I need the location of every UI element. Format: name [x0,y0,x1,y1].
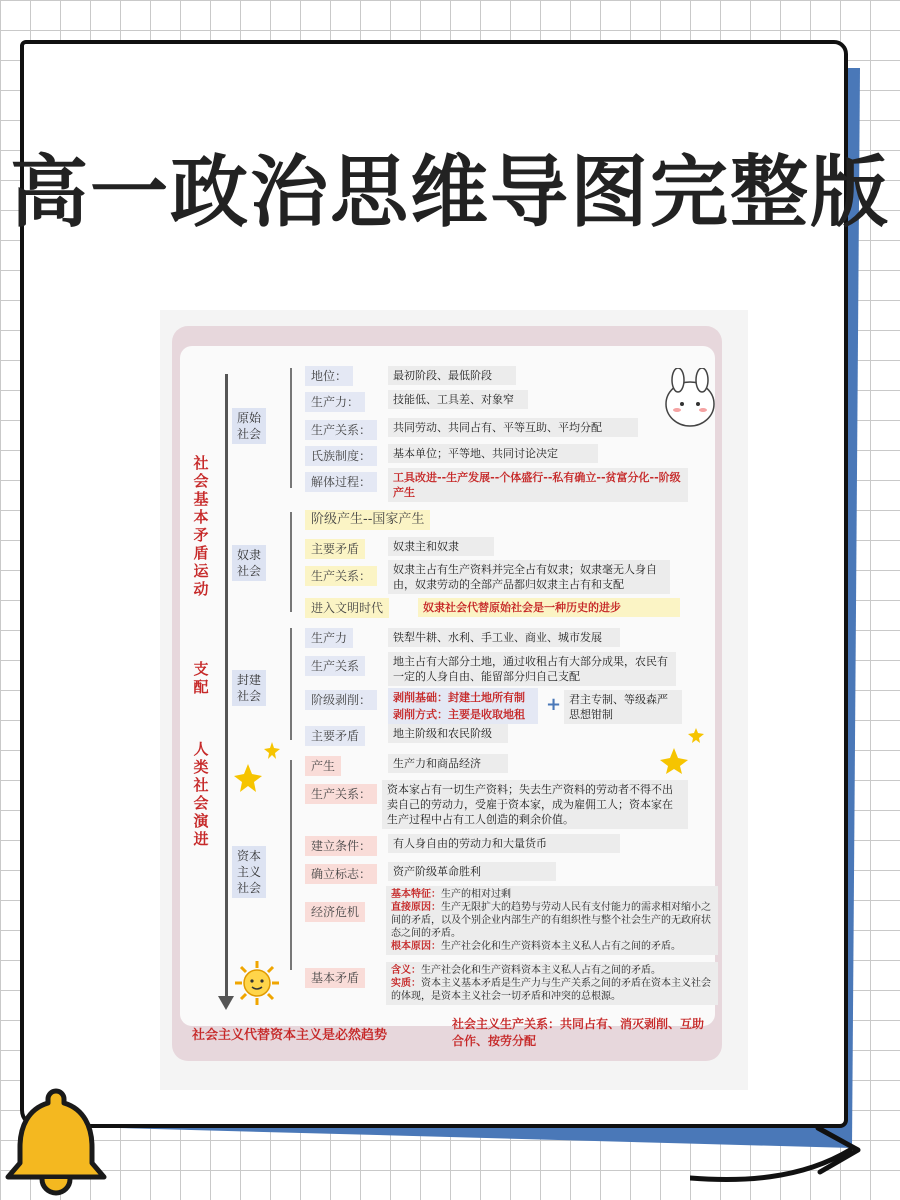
crisis-text-1: 生产的相对过剩 [441,889,511,900]
section-bracket [290,512,292,612]
crisis-label-3: 根本原因： [391,941,441,952]
stars-icon [660,728,704,774]
page-title: 高一政治思维导图完整版 [9,148,890,238]
row-value: 资产阶级革命胜利 [388,862,556,881]
section-label-capitalist: 资本主义社会 [232,846,266,898]
row-value: 生产力和商品经济 [388,754,508,773]
row-key: 生产关系： [305,566,377,586]
row-value: 奴隶主和奴隶 [388,537,494,556]
row-key: 生产关系 [305,656,365,676]
row-key: 阶级剥削： [305,690,377,710]
section-bracket [290,628,292,740]
timeline-axis [225,374,228,1004]
row-value: 技能低、工具差、对象窄 [388,390,528,409]
row-key: 确立标志： [305,864,377,884]
row-value: 君主专制、等级森严思想钳制 [564,690,682,724]
row-key: 进入文明时代 [305,598,389,618]
row-key: 生产关系： [305,420,377,440]
stars-icon [234,742,280,792]
section-bracket [290,368,292,488]
side-label-bottom: 人类社会演进 [193,740,209,848]
crisis-label-1: 基本特征： [391,889,441,900]
plus-icon: + [546,694,562,715]
row-key: 生产关系： [305,784,377,804]
exploit-method: 剥削方式：主要是收取地租 [388,705,538,724]
crisis-text-2: 生产无限扩大的趋势与劳动人民有支付能力的需求相对缩小之间的矛盾，以及个别企业内部生产的有组织性与整个社会生产的无政府状态之间的矛盾。 [391,902,711,939]
row-value: 有人身自由的劳动力和大量货币 [388,834,620,853]
bell-icon [0,1085,112,1197]
row-key: 氏族制度： [305,446,377,466]
row-key: 生产力 [305,628,353,648]
footer-right: 社会主义生产关系：共同占有、消灭剥削、互助合作、按劳分配 [452,1017,705,1048]
contradiction-text-2: 资本主义基本矛盾是生产力与生产关系之间的矛盾在资本主义社会的体现，是资本主义社会一切矛盾和冲突的总根源。 [391,978,711,1002]
side-label-middle: 支配 [193,660,209,696]
contradiction-label-2: 实质： [391,978,421,989]
contradiction-text-1: 生产社会化和生产资料资本主义私人占有之间的矛盾。 [421,965,661,976]
footer-left: 社会主义代替资本主义是必然趋势 [192,1028,388,1043]
sun-icon [234,960,280,1006]
contradiction-box [386,962,718,1005]
arrow-swoosh-icon [690,1110,870,1190]
row-value: 奴隶主占有生产资料并完全占有奴隶；奴隶毫无人身自由，奴隶劳动的全部产品都归奴隶主占有和支配 [388,560,670,594]
crisis-text-3: 生产社会化和生产资料资本主义私人占有之间的矛盾。 [441,941,681,952]
row-value: 最初阶段、最低阶段 [388,366,516,385]
row-key: 解体过程： [305,472,377,492]
row-key: 基本矛盾 [305,968,365,988]
section-bracket [290,760,292,970]
row-value: 地主阶级和农民阶级 [388,724,508,743]
section-label-feudal: 封建社会 [232,670,266,706]
row-value: 工具改进--生产发展--个体盛行--私有确立--贫富分化--阶级产生 [388,468,688,502]
row-value: 铁犁牛耕、水利、手工业、商业、城市发展 [388,628,620,647]
row-key: 主要矛盾 [305,726,365,746]
row-key: 产生 [305,756,341,776]
row-value: 基本单位；平等地、共同讨论决定 [388,444,598,463]
side-label-top: 社会基本矛盾运动 [193,454,209,598]
row-key: 建立条件： [305,836,377,856]
exploit-basis: 剥削基础：封建土地所有制 [388,688,538,707]
contradiction-label-1: 含义： [391,965,421,976]
crisis-label-2: 直接原因： [391,902,441,913]
slave-header: 阶级产生--国家产生 [305,510,430,530]
row-value: 奴隶社会代替原始社会是一种历史的进步 [418,598,680,617]
row-key: 经济危机 [305,902,365,922]
row-key: 地位： [305,366,353,386]
row-key: 主要矛盾 [305,539,365,559]
crisis-box [386,886,718,955]
timeline-arrow [218,996,234,1010]
row-value: 地主占有大部分土地，通过收租占有大部分成果，农民有一定的人身自由、能留部分归自己支配 [388,652,676,686]
row-key: 生产力： [305,392,365,412]
bunny-sticker-icon [662,368,718,432]
row-value: 资本家占有一切生产资料；失去生产资料的劳动者不得不出卖自己的劳动力，受雇于资本家，成为雇佣工人；资本家在生产过程中占有工人创造的剩余价值。 [382,780,688,829]
row-value: 共同劳动、共同占有、平等互助、平均分配 [388,418,638,437]
section-label-primitive: 原始社会 [232,408,266,444]
section-label-slave: 奴隶社会 [232,545,266,581]
